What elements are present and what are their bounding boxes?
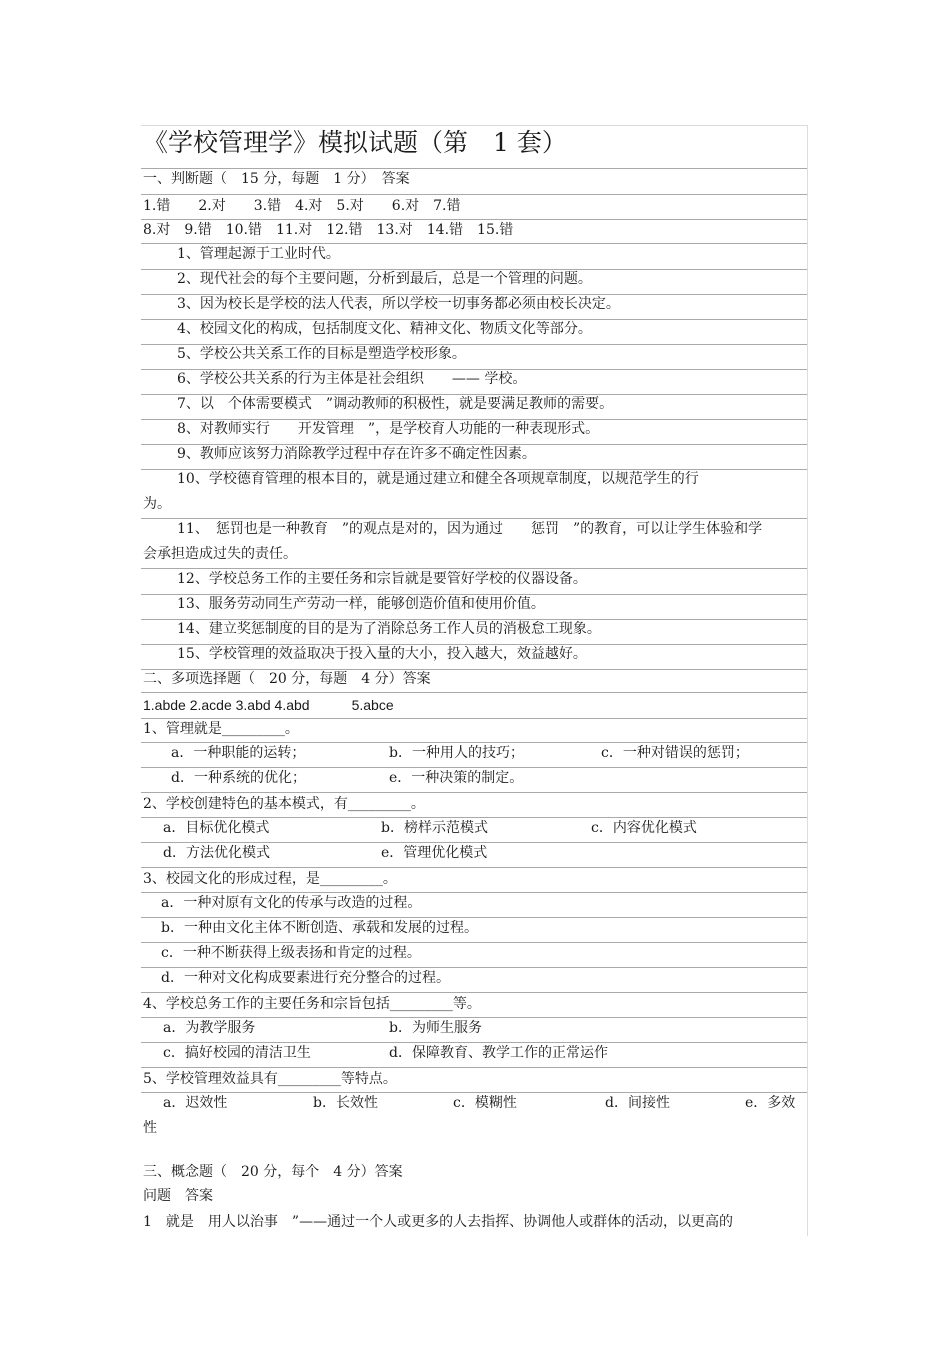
divider — [141, 568, 807, 569]
option-d: d．一种对文化构成要素进行充分整合的过程。 — [161, 970, 450, 986]
judgment-item: 12、学校总务工作的主要任务和宗旨就是要管好学校的仪器设备。 — [177, 571, 587, 587]
section1-answers-row2: 8.对 9.错 10.错 11.对 12.错 13.对 14.错 15.错 — [143, 222, 514, 238]
option-b: b．长效性 — [313, 1095, 378, 1111]
judgment-item: 1、管理起源于工业时代。 — [177, 246, 340, 262]
divider — [141, 168, 807, 169]
option-a: a．一种职能的运转； — [171, 745, 306, 761]
judgment-item: 13、服务劳动同生产劳动一样，能够创造价值和使用价值。 — [177, 596, 545, 612]
option-a: a．迟效性 — [163, 1095, 228, 1111]
judgment-item-wrap: 为。 — [143, 496, 171, 512]
question-stem: 4、学校总务工作的主要任务和宗旨包括_________等。 — [143, 996, 481, 1012]
divider — [141, 692, 807, 693]
judgment-item: 10、学校德育管理的根本目的，就是通过建立和健全各项规章制度，以规范学生的行 — [177, 471, 699, 487]
option-e: e．一种决策的制定。 — [389, 770, 524, 786]
option-a: a．一种对原有文化的传承与改造的过程。 — [161, 895, 422, 911]
divider — [141, 1067, 807, 1068]
judgment-item: 4、校园文化的构成，包括制度文化、精神文化、物质文化等部分。 — [177, 321, 592, 337]
divider — [141, 842, 807, 843]
option-d: d．间接性 — [605, 1095, 670, 1111]
judgment-item: 7、以 个体需要模式 ”调动教师的积极性，就是要满足教师的需要。 — [177, 396, 614, 412]
section3-header: 三、概念题（ 20 分，每个 4 分）答案 — [143, 1164, 403, 1180]
option-d: d．一种系统的优化； — [171, 770, 306, 786]
divider — [141, 1092, 807, 1093]
divider — [141, 967, 807, 968]
option-c: c．模糊性 — [453, 1095, 517, 1111]
divider — [141, 243, 807, 244]
divider — [141, 942, 807, 943]
option-b: b．为师生服务 — [389, 1020, 482, 1036]
divider — [141, 219, 807, 220]
section2-answers: 1.abde 2.acde 3.abd 4.abd 5.abce — [143, 697, 394, 713]
judgment-item: 2、现代社会的每个主要问题，分析到最后，总是一个管理的问题。 — [177, 271, 592, 287]
divider — [141, 1017, 807, 1018]
divider — [141, 817, 807, 818]
judgment-item: 11、 惩罚也是一种教育 ”的观点是对的，因为通过 惩罚 ”的教育，可以让学生体验和学 — [177, 521, 763, 537]
judgment-item: 15、学校管理的效益取决于投入量的大小，投入越大，效益越好。 — [177, 646, 587, 662]
option-e: e．多效 — [745, 1095, 796, 1111]
option-c: c．内容优化模式 — [591, 820, 697, 836]
option-c: c．一种对错误的惩罚； — [601, 745, 749, 761]
divider — [141, 767, 807, 768]
option-e: e．管理优化模式 — [381, 845, 488, 861]
option-a: a．为教学服务 — [163, 1020, 256, 1036]
question-stem: 1、管理就是_________。 — [143, 721, 299, 737]
section2-header: 二、多项选择题（ 20 分，每题 4 分）答案 — [143, 671, 431, 687]
option-b: b．榜样示范模式 — [381, 820, 488, 836]
option-a: a．目标优化模式 — [163, 820, 270, 836]
option-b: b．一种由文化主体不断创造、承载和发展的过程。 — [161, 920, 478, 936]
divider — [141, 1042, 807, 1043]
option-d: d．保障教育、教学工作的正常运作 — [389, 1045, 608, 1061]
divider — [141, 518, 807, 519]
option-c: c．一种不断获得上级表扬和肯定的过程。 — [161, 945, 421, 961]
question-stem: 5、学校管理效益具有_________等特点。 — [143, 1071, 397, 1087]
option-b: b．一种用人的技巧； — [389, 745, 524, 761]
divider — [141, 792, 807, 793]
divider — [141, 992, 807, 993]
section3-subheader: 问题 答案 — [143, 1188, 213, 1204]
option-e-wrap: 性 — [143, 1120, 157, 1136]
option-d: d．方法优化模式 — [163, 845, 270, 861]
divider — [141, 917, 807, 918]
divider — [141, 718, 807, 719]
divider — [141, 742, 807, 743]
judgment-item: 6、学校公共关系的行为主体是社会组织 —— 学校。 — [177, 371, 527, 387]
option-c: c．搞好校园的清洁卫生 — [163, 1045, 311, 1061]
judgment-item: 5、学校公共关系工作的目标是塑造学校形象。 — [177, 346, 466, 362]
judgment-item-wrap: 会承担造成过失的责任。 — [143, 546, 297, 562]
judgment-item: 8、对教师实行 开发管理 ”，是学校育人功能的一种表现形式。 — [177, 421, 600, 437]
divider — [141, 194, 807, 195]
judgment-item: 3、因为校长是学校的法人代表，所以学校一切事务都必须由校长决定。 — [177, 296, 620, 312]
question-stem: 2、学校创建特色的基本模式，有_________。 — [143, 796, 425, 812]
divider — [141, 867, 807, 868]
section1-header: 一、判断题（ 15 分，每题 1 分） 答案 — [143, 171, 410, 187]
section1-answers-row1: 1.错 2.对 3.错 4.对 5.对 6.对 7.错 — [143, 198, 461, 214]
question-stem: 3、校园文化的形成过程，是_________。 — [143, 871, 397, 887]
document-title: 《学校管理学》模拟试题（第 1 套） — [143, 128, 567, 157]
judgment-item: 9、教师应该努力消除教学过程中存在许多不确定性因素。 — [177, 446, 536, 462]
judgment-item: 14、建立奖惩制度的目的是为了消除总务工作人员的消极怠工现象。 — [177, 621, 601, 637]
concept-line: 1 就是 用人以治事 ”——通过一个人或更多的人去指挥、协调他人或群体的活动，以更高的 — [143, 1214, 734, 1230]
divider — [141, 892, 807, 893]
document-page — [141, 125, 808, 1236]
